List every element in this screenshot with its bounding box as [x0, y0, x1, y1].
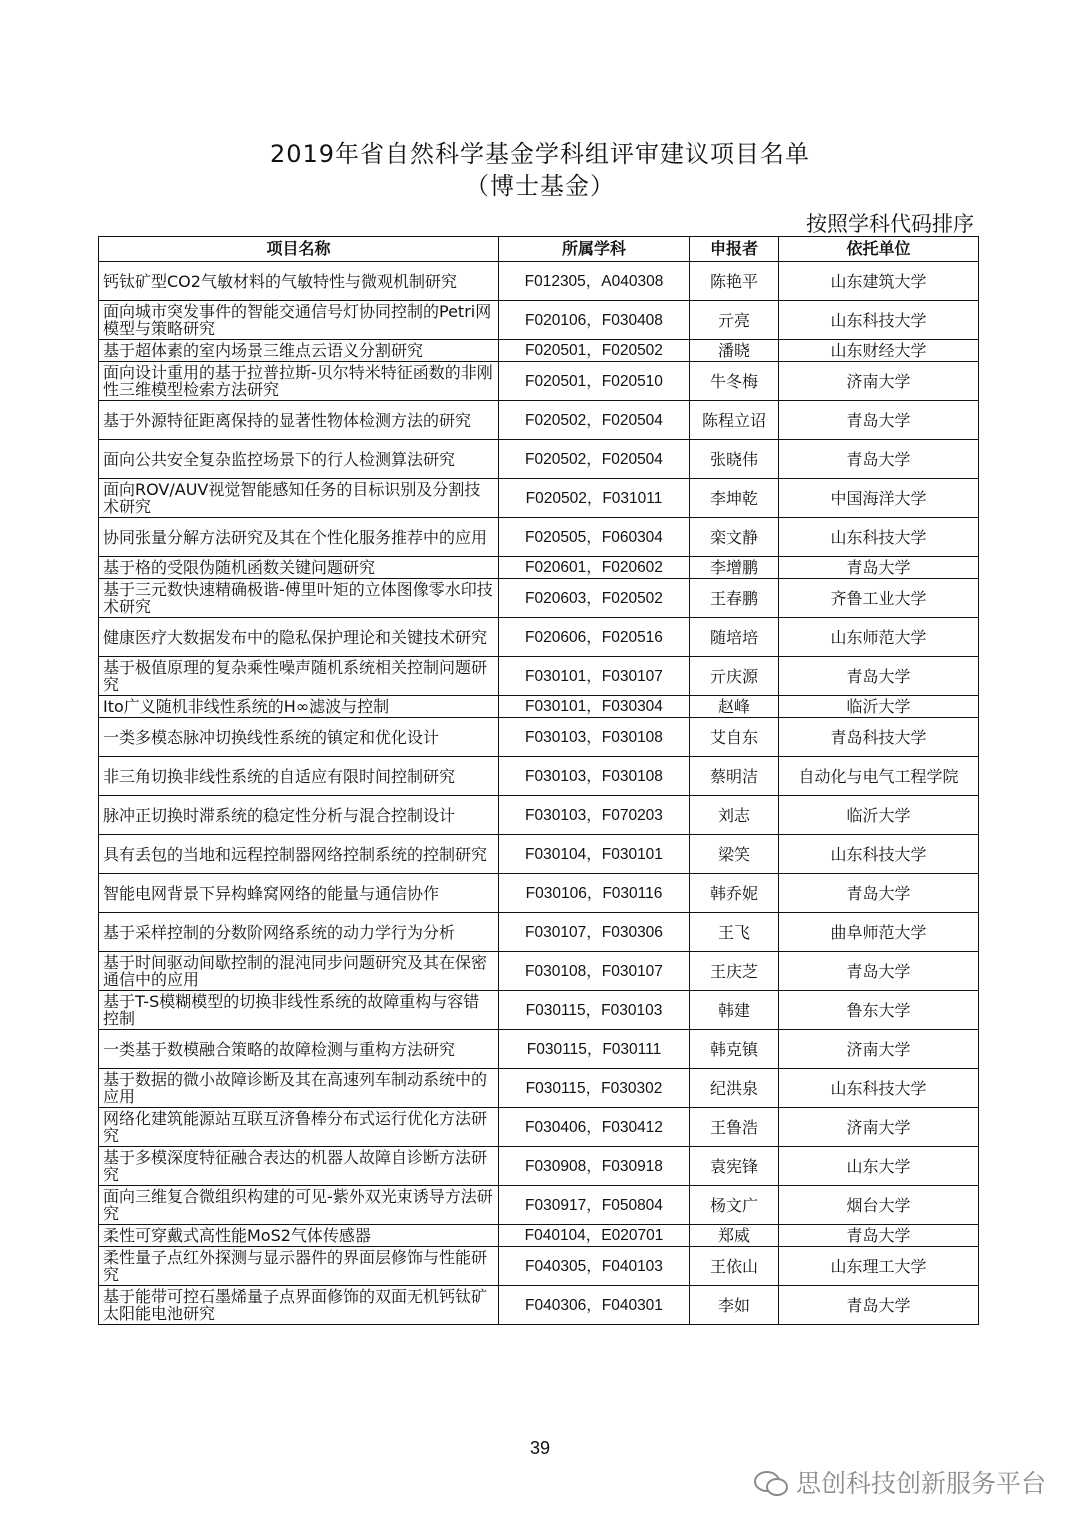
project-name-text: 面向城市突发事件的智能交通信号灯协同控制的Petri网模型与策略研究	[103, 303, 492, 337]
project-name-text: 面向ROV/AUV视觉智能感知任务的目标识别及分割技术研究	[103, 481, 481, 515]
institution-cell: 山东科技大学	[779, 1069, 979, 1108]
institution-cell: 山东科技大学	[779, 835, 979, 874]
table-row	[99, 657, 979, 696]
subject-cell: F030104，F030101	[499, 835, 690, 874]
table-row	[99, 874, 979, 913]
project-name-text: 基于极值原理的复杂乘性噪声随机系统相关控制问题研究	[103, 659, 488, 693]
project-name-text: 基于超体素的室内场景三维点云语义分割研究	[103, 342, 424, 359]
project-name-cell	[99, 952, 499, 991]
watermark	[754, 1464, 1046, 1500]
applicant-cell: 栾文静	[690, 518, 779, 557]
project-name-cell	[99, 796, 499, 835]
applicant-cell: 潘晓	[690, 340, 779, 362]
institution-cell: 临沂大学	[779, 796, 979, 835]
project-name-cell	[99, 440, 499, 479]
project-name-text: 基于外源特征距离保持的显著性物体检测方法的研究	[103, 411, 472, 429]
applicant-cell: 李增鹏	[690, 557, 779, 579]
table-row	[99, 913, 979, 952]
table-row	[99, 1108, 979, 1147]
subject-cell: F030101，F030304	[499, 696, 690, 718]
project-name-cell	[99, 362, 499, 401]
institution-cell: 临沂大学	[779, 696, 979, 718]
institution-cell: 齐鲁工业大学	[779, 579, 979, 618]
institution-cell: 济南大学	[779, 1030, 979, 1069]
applicant-cell: 郑威	[690, 1225, 779, 1247]
applicant-cell: 亓亮	[690, 301, 779, 340]
table-row	[99, 1030, 979, 1069]
project-name-text: 面向设计重用的基于拉普拉斯-贝尔特米特征函数的非刚性三维模型检索方法研究	[103, 364, 493, 398]
applicant-cell: 李如	[690, 1286, 779, 1325]
project-name-text: 一类多模态脉冲切换线性系统的镇定和优化设计	[103, 728, 440, 746]
institution-cell: 山东大学	[779, 1147, 979, 1186]
table-header-row	[99, 237, 979, 262]
subject-cell: F020603，F020502	[499, 579, 690, 618]
project-name-cell	[99, 1186, 499, 1225]
project-name-text: 健康医疗大数据发布中的隐私保护理论和关键技术研究	[103, 628, 488, 646]
subject-cell: F030101，F030107	[499, 657, 690, 696]
project-name-text: 基于多模深度特征融合表达的机器人故障自诊断方法研究	[103, 1149, 488, 1183]
project-name-cell	[99, 579, 499, 618]
project-name-text: 基于采样控制的分数阶网络系统的动力学行为分析	[103, 923, 456, 941]
wechat-icon	[754, 1469, 788, 1495]
table-row	[99, 401, 979, 440]
applicant-cell: 李坤乾	[690, 479, 779, 518]
subject-cell: F020502，F020504	[499, 401, 690, 440]
institution-cell: 青岛大学	[779, 557, 979, 579]
subject-cell: F030103，F030108	[499, 757, 690, 796]
applicant-cell: 王鲁浩	[690, 1108, 779, 1147]
project-name-cell	[99, 1286, 499, 1325]
column-header-institution: 依托单位	[779, 237, 979, 262]
project-name-cell	[99, 1030, 499, 1069]
applicant-cell: 刘志	[690, 796, 779, 835]
project-name-text: 非三角切换非线性系统的自适应有限时间控制研究	[103, 767, 456, 785]
project-name-text: 具有丢包的当地和远程控制器网络控制系统的控制研究	[103, 845, 488, 863]
table-row	[99, 952, 979, 991]
table-row	[99, 835, 979, 874]
table-row	[99, 1286, 979, 1325]
subject-cell: F040305，F040103	[499, 1247, 690, 1286]
applicant-cell: 韩建	[690, 991, 779, 1030]
subject-cell: F020502，F020504	[499, 440, 690, 479]
table-row	[99, 1225, 979, 1247]
institution-cell: 山东科技大学	[779, 301, 979, 340]
subject-cell: F030107，F030306	[499, 913, 690, 952]
table-row	[99, 1247, 979, 1286]
project-name-cell	[99, 874, 499, 913]
institution-cell: 青岛大学	[779, 657, 979, 696]
project-name-text: 柔性可穿戴式高性能MoS2气体传感器	[103, 1227, 371, 1244]
project-name-cell	[99, 991, 499, 1030]
page-title: 2019年省自然科学基金学科组评审建议项目名单	[269, 140, 811, 168]
page-number: 39	[529, 1438, 551, 1458]
project-name-text: 基于T-S模糊模型的切换非线性系统的故障重构与容错控制	[103, 993, 480, 1027]
institution-cell: 青岛科技大学	[779, 718, 979, 757]
subject-cell: F030108，F030107	[499, 952, 690, 991]
institution-cell: 烟台大学	[779, 1186, 979, 1225]
project-name-text: 面向公共安全复杂监控场景下的行人检测算法研究	[103, 450, 456, 468]
subject-cell: F030103，F070203	[499, 796, 690, 835]
project-name-text: 脉冲正切换时滞系统的稳定性分析与混合控制设计	[103, 806, 456, 824]
institution-cell: 济南大学	[779, 1108, 979, 1147]
column-header-applicant: 申报者	[690, 237, 779, 262]
table-row	[99, 479, 979, 518]
subject-cell: F020505，F060304	[499, 518, 690, 557]
subject-cell: F020606，F020516	[499, 618, 690, 657]
column-header-project-name: 项目名称	[99, 237, 499, 262]
applicant-cell: 王依山	[690, 1247, 779, 1286]
subject-cell: F040104，E020701	[499, 1225, 690, 1247]
table-row	[99, 579, 979, 618]
table-row	[99, 557, 979, 579]
project-name-text: 基于能带可控石墨烯量子点界面修饰的双面无机钙钛矿太阳能电池研究	[103, 1288, 488, 1322]
applicant-cell: 袁宪锋	[690, 1147, 779, 1186]
institution-cell: 自动化与电气工程学院	[779, 757, 979, 796]
subject-cell: F030103，F030108	[499, 718, 690, 757]
institution-cell: 济南大学	[779, 362, 979, 401]
project-name-cell	[99, 1069, 499, 1108]
table-row	[99, 1186, 979, 1225]
institution-cell: 山东建筑大学	[779, 262, 979, 301]
applicant-cell: 陈艳平	[690, 262, 779, 301]
applicant-cell: 王飞	[690, 913, 779, 952]
table-row	[99, 618, 979, 657]
applicant-cell: 蔡明洁	[690, 757, 779, 796]
project-name-text: 智能电网背景下异构蜂窝网络的能量与通信协作	[103, 884, 440, 902]
project-name-text: 基于格的受限伪随机函数关键问题研究	[103, 559, 376, 576]
project-name-cell	[99, 835, 499, 874]
applicant-cell: 梁笑	[690, 835, 779, 874]
applicant-cell: 亓庆源	[690, 657, 779, 696]
institution-cell: 青岛大学	[779, 440, 979, 479]
institution-cell: 山东理工大学	[779, 1247, 979, 1286]
table-row	[99, 262, 979, 301]
project-name-cell	[99, 1147, 499, 1186]
project-name-text: 基于三元数快速精确极谐-傅里叶矩的立体图像零水印技术研究	[103, 581, 493, 615]
table-row	[99, 518, 979, 557]
project-name-cell	[99, 1247, 499, 1286]
applicant-cell: 陈程立诏	[690, 401, 779, 440]
applicant-cell: 韩克镇	[690, 1030, 779, 1069]
project-name-text: 基于时间驱动间歇控制的混沌同步问题研究及其在保密通信中的应用	[103, 954, 488, 988]
institution-cell: 青岛大学	[779, 1286, 979, 1325]
applicant-cell: 艾自东	[690, 718, 779, 757]
project-name-cell	[99, 557, 499, 579]
applicant-cell: 杨文广	[690, 1186, 779, 1225]
project-name-cell	[99, 401, 499, 440]
table-row	[99, 757, 979, 796]
institution-cell: 山东师范大学	[779, 618, 979, 657]
institution-cell: 山东科技大学	[779, 518, 979, 557]
project-name-cell	[99, 618, 499, 657]
table-row	[99, 1147, 979, 1186]
project-name-text: 面向三维复合微组织构建的可见-紫外双光束诱导方法研究	[103, 1188, 493, 1222]
project-name-cell	[99, 696, 499, 718]
project-name-text: 协同张量分解方法研究及其在个性化服务推荐中的应用	[103, 528, 488, 546]
applicant-cell: 赵峰	[690, 696, 779, 718]
table-row	[99, 440, 979, 479]
project-table	[98, 236, 979, 1325]
subject-cell: F020501，F020502	[499, 340, 690, 362]
subject-cell: F030115，F030302	[499, 1069, 690, 1108]
institution-cell: 鲁东大学	[779, 991, 979, 1030]
subject-cell: F030106，F030116	[499, 874, 690, 913]
institution-cell: 青岛大学	[779, 401, 979, 440]
institution-cell: 青岛大学	[779, 952, 979, 991]
project-name-cell	[99, 757, 499, 796]
applicant-cell: 随培培	[690, 618, 779, 657]
table-row	[99, 696, 979, 718]
applicant-cell: 王春鹏	[690, 579, 779, 618]
subject-cell: F020501，F020510	[499, 362, 690, 401]
project-name-cell	[99, 518, 499, 557]
column-header-subject: 所属学科	[499, 237, 690, 262]
project-name-text: 柔性量子点红外探测与显示器件的界面层修饰与性能研究	[103, 1249, 488, 1283]
subject-cell: F030908，F030918	[499, 1147, 690, 1186]
subject-cell: F040306，F040301	[499, 1286, 690, 1325]
subject-cell: F020601，F020602	[499, 557, 690, 579]
project-name-text: Ito广义随机非线性系统的H∞滤波与控制	[103, 698, 390, 715]
project-name-cell	[99, 1225, 499, 1247]
page-subtitle: （博士基金）	[465, 172, 615, 200]
project-name-cell	[99, 479, 499, 518]
table-row	[99, 362, 979, 401]
project-name-cell	[99, 340, 499, 362]
applicant-cell: 王庆芝	[690, 952, 779, 991]
table-row	[99, 796, 979, 835]
subject-cell: F020106，F030408	[499, 301, 690, 340]
watermark-text: 思创科技创新服务平台	[795, 1469, 1046, 1498]
project-name-text: 一类基于数模融合策略的故障检测与重构方法研究	[103, 1040, 456, 1058]
subject-cell: F030115，F030103	[499, 991, 690, 1030]
sort-note: 按照学科代码排序	[806, 212, 974, 236]
project-name-cell	[99, 657, 499, 696]
table-row	[99, 1069, 979, 1108]
project-name-cell	[99, 913, 499, 952]
table-row	[99, 301, 979, 340]
institution-cell: 山东财经大学	[779, 340, 979, 362]
table-row	[99, 991, 979, 1030]
institution-cell: 曲阜师范大学	[779, 913, 979, 952]
applicant-cell: 韩乔妮	[690, 874, 779, 913]
project-name-cell	[99, 1108, 499, 1147]
subject-cell: F030115，F030111	[499, 1030, 690, 1069]
subject-cell: F020502，F031011	[499, 479, 690, 518]
applicant-cell: 张晓伟	[690, 440, 779, 479]
project-name-cell	[99, 262, 499, 301]
subject-cell: F030917，F050804	[499, 1186, 690, 1225]
applicant-cell: 纪洪泉	[690, 1069, 779, 1108]
project-name-cell	[99, 718, 499, 757]
applicant-cell: 牛冬梅	[690, 362, 779, 401]
project-name-text: 钙钛矿型CO2气敏材料的气敏特性与微观机制研究	[103, 272, 457, 290]
project-name-text: 网络化建筑能源站互联互济鲁棒分布式运行优化方法研究	[103, 1110, 488, 1144]
institution-cell: 青岛大学	[779, 874, 979, 913]
subject-cell: F030406，F030412	[499, 1108, 690, 1147]
institution-cell: 青岛大学	[779, 1225, 979, 1247]
table-row	[99, 718, 979, 757]
table-row	[99, 340, 979, 362]
subject-cell: F012305，A040308	[499, 262, 690, 301]
institution-cell: 中国海洋大学	[779, 479, 979, 518]
project-name-text: 基于数据的微小故障诊断及其在高速列车制动系统中的应用	[103, 1071, 488, 1105]
project-name-cell	[99, 301, 499, 340]
